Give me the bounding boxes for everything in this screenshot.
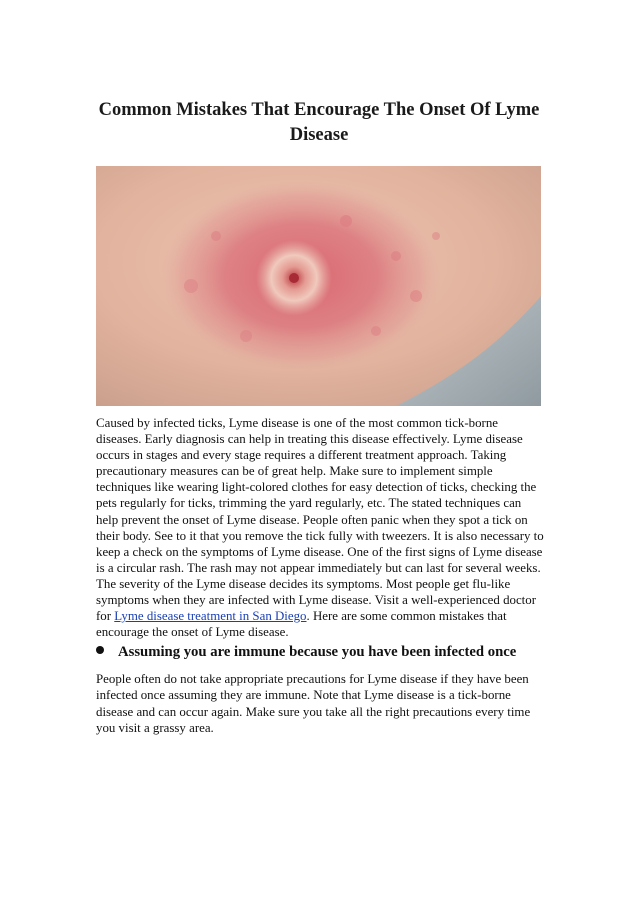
intro-paragraph — [96, 415, 546, 640]
bullseye-rash-photo — [96, 166, 541, 406]
lyme-treatment-link[interactable]: Lyme disease treatment in San Diego — [114, 609, 307, 624]
section-paragraph: People often do not take appropriate precautions for Lyme disease if they have been infected once assuming they are immune. Note that Lyme disease is a tick-borne disease and can occur again. Make sure you take all the right precautions every time you visit a grassy area. — [96, 672, 531, 735]
section-heading — [96, 642, 546, 662]
bullet-icon — [96, 646, 104, 654]
document-title: Common Mistakes That Encourage The Onset Of Lyme Disease — [98, 100, 540, 145]
section-heading-text: Assuming you are immune because you have been infected once — [118, 644, 517, 660]
intro-text: Caused by infected ticks, Lyme disease is one of the most common tick-borne diseases. Early diagnosis can help in treating this disease effectively. Lyme disease occurs in stages and every stage requires a different treatment approach. Taking precautionary measures can be of great help. Make sure to implement simple techniques like wearing light-colored clothes for easy detection of ticks, checking the pets regularly for ticks, trimming the yard regularly, etc. The stated techniques can help prevent the onset of Lyme disease. People often panic when they spot a tick on their body. See to it that you remove the tick fully with tweezers. It is also necessary to keep a check on the symptoms of Lyme disease. One of the first signs of Lyme disease is a circular rash. The rash may not appear immediately but can last for several weeks. The severity of the Lyme disease decides its symptoms. Most people get flu-like symptoms when they are infected with Lyme disease. Visit a well-experienced doctor for — [96, 416, 544, 624]
intro-text-end: . Here are some common mistakes that encourage the onset of Lyme disease. — [96, 609, 507, 640]
